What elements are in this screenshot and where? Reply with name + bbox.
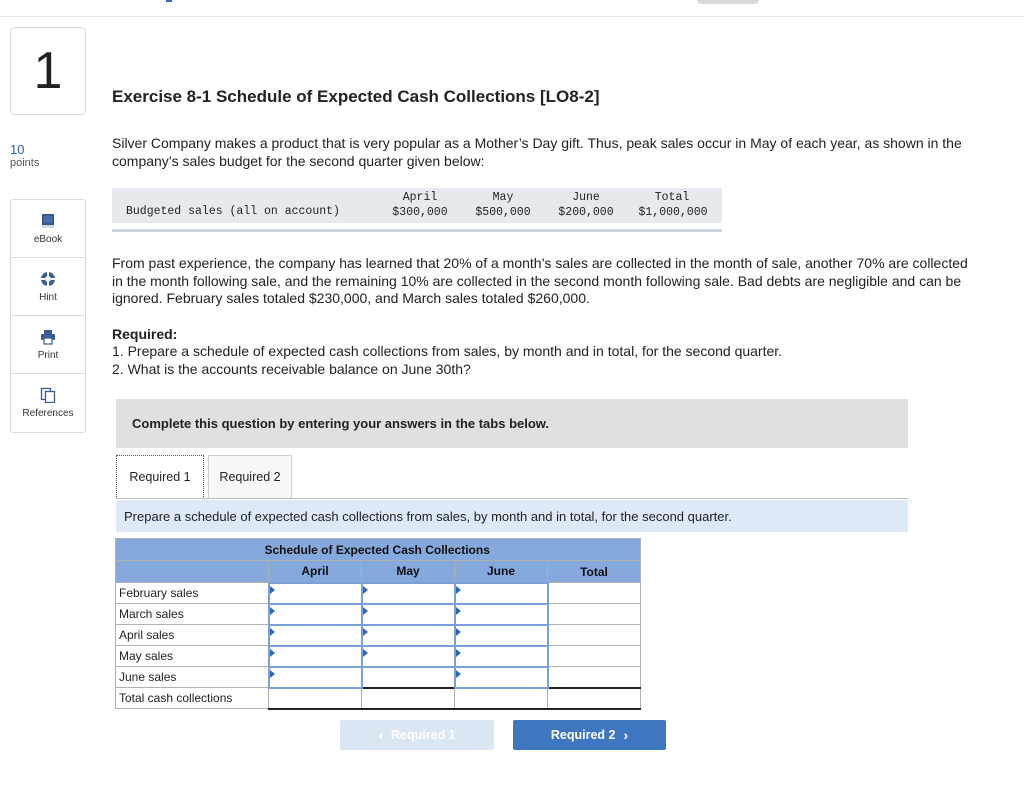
exercise-title: Exercise 8-1 Schedule of Expected Cash Collections [LO8-2] (112, 87, 600, 106)
tool-references[interactable] (11, 374, 85, 432)
row-label-june: June sales (116, 667, 269, 688)
table-row (116, 646, 641, 667)
input-february-may[interactable] (362, 583, 455, 604)
total-june (455, 688, 548, 709)
schedule-col-total: Total (548, 561, 641, 583)
budget-header-may: May (492, 191, 514, 204)
input-february-april[interactable] (269, 583, 362, 604)
schedule-table (115, 538, 641, 710)
schedule-title-text: Schedule of Expected Cash Collections (264, 542, 490, 557)
table-row (116, 625, 641, 646)
input-may-may[interactable] (362, 646, 455, 667)
row-label-april: April sales (116, 625, 269, 646)
input-april-june[interactable] (455, 625, 548, 646)
documents-icon (40, 387, 56, 403)
input-june-april[interactable] (269, 667, 362, 688)
budget-value-april: $300,000 (392, 206, 448, 219)
table-row (116, 667, 641, 688)
input-april-april[interactable] (269, 625, 362, 646)
input-april-may[interactable] (362, 625, 455, 646)
prev-button[interactable] (340, 720, 494, 750)
schedule-col-may: May (362, 561, 455, 583)
budget-value-total: $1,000,000 (638, 206, 708, 219)
row-label-total: Total cash collections (116, 688, 269, 709)
schedule-title-spacer (116, 539, 269, 561)
tool-print[interactable] (11, 316, 85, 374)
points-label: points (10, 157, 40, 169)
schedule-title (264, 539, 641, 561)
input-march-may[interactable] (362, 604, 455, 625)
tool-ebook-label: eBook (33, 233, 63, 245)
table-row (116, 604, 641, 625)
next-button[interactable] (513, 720, 666, 750)
budget-value-june: $200,000 (558, 206, 614, 219)
cell-february-total (548, 583, 641, 604)
input-june-june[interactable] (455, 667, 548, 688)
budget-row-label: Budgeted sales (all on account) (126, 205, 340, 218)
cell-june-may (362, 667, 455, 688)
row-label-march: March sales (116, 604, 269, 625)
tab-instruction-text: Prepare a schedule of expected cash collections from sales, by month and in total, for the second quarter. (124, 508, 732, 524)
schedule-col-june: June (455, 561, 548, 583)
prev-button-label: Required 1 (391, 728, 456, 742)
schedule-col-april: April (269, 561, 362, 583)
tool-ebook[interactable] (11, 200, 85, 258)
required-item-1: 1. Prepare a schedule of expected cash collections from sales, by month and in total, for the second quarter. (112, 343, 783, 359)
chevron-left-icon: ‹ (378, 727, 384, 743)
schedule-col-blank (116, 561, 269, 583)
chevron-right-icon: › (623, 727, 629, 743)
total-april (269, 688, 362, 709)
input-march-april[interactable] (269, 604, 362, 625)
tool-print-label: Print (37, 349, 59, 361)
total-may (362, 688, 455, 709)
required-heading: Required: (112, 326, 178, 342)
top-divider (0, 16, 1024, 17)
book-icon (40, 213, 56, 229)
cell-may-total (548, 646, 641, 667)
row-label-may: May sales (116, 646, 269, 667)
collection-pattern-text: From past experience, the company has learned that 20% of a month’s sales are collected in the month of sale, another 70% are collected in the month following sale, and the remaining 10% are collected in the second month following sale. Bad debts are negligible and can be ignored. February sales totaled $230,000, and March sales totaled $260,000. (112, 255, 968, 306)
tab-instruction (116, 500, 908, 532)
cell-april-total (548, 625, 641, 646)
input-march-june[interactable] (455, 604, 548, 625)
tools-panel (10, 199, 86, 433)
top-accent (166, 0, 172, 2)
complete-banner-text: Complete this question by entering your answers in the tabs below. (132, 416, 550, 431)
tab-required-1[interactable]: Required 1 (116, 455, 204, 499)
question-number: 1 (33, 42, 63, 100)
tab-required-2[interactable]: Required 2 (208, 455, 292, 499)
budget-header-total: Total (654, 191, 690, 204)
row-label-february: February sales (116, 583, 269, 604)
tab-divider (116, 498, 908, 499)
budget-header-april: April (402, 191, 438, 204)
tool-hint-label: Hint (39, 291, 57, 303)
tool-hint[interactable] (11, 258, 85, 316)
lifebuoy-icon (40, 271, 56, 287)
top-tab-stub (697, 0, 759, 4)
cell-june-total (548, 667, 641, 688)
budget-header-june: June (572, 191, 600, 204)
complete-banner (116, 399, 908, 448)
input-february-june[interactable] (455, 583, 548, 604)
input-may-april[interactable] (269, 646, 362, 667)
table-row (116, 583, 641, 604)
required-item-2: 2. What is the accounts receivable balance on June 30th? (112, 361, 471, 377)
table-row-total (116, 688, 641, 709)
next-button-label: Required 2 (550, 728, 616, 742)
schedule-title-row (116, 539, 641, 561)
budget-table (112, 188, 722, 232)
total-total (548, 688, 641, 709)
exercise-intro: Silver Company makes a product that is very popular as a Mother’s Day gift. Thus, peak sales occur in May of each year, as shown in the company’s sales budget for the second quarter given below: (112, 135, 962, 169)
points-value: 10 (10, 142, 25, 157)
schedule-column-row (116, 561, 641, 583)
input-may-june[interactable] (455, 646, 548, 667)
cell-march-total (548, 604, 641, 625)
printer-icon (40, 329, 56, 345)
budget-value-may: $500,000 (475, 206, 531, 219)
tool-references-label: References (22, 408, 74, 419)
question-number-box (10, 27, 86, 115)
